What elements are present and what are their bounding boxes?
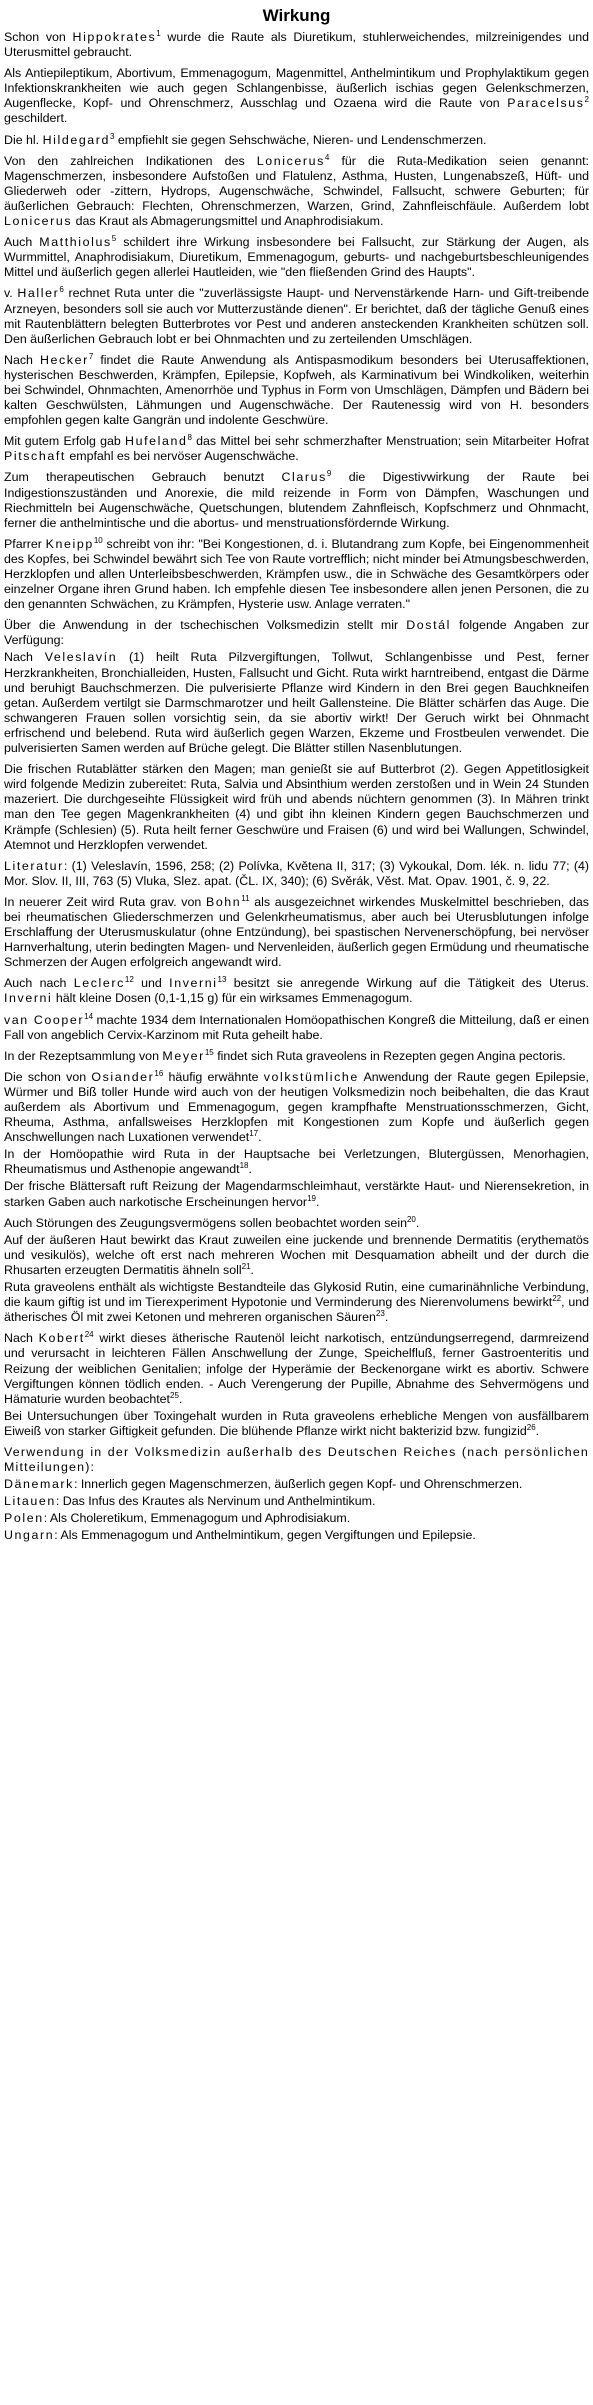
text-run: Pfarrer bbox=[4, 536, 46, 551]
spaced-name: Hildegard bbox=[42, 132, 111, 147]
text-run: Nach bbox=[4, 352, 40, 367]
spaced-name: Leclerc bbox=[73, 976, 125, 991]
paragraph bbox=[4, 434, 589, 464]
text-run: Auch Störungen des Zeugungsvermögens sollen beobachtet worden sein bbox=[4, 1215, 407, 1230]
spaced-name: Pitschaft bbox=[4, 449, 66, 464]
spaced-name: Dostál bbox=[406, 618, 451, 633]
text-run: Über die Anwendung in der tschechischen Volksmedizin stellt mir bbox=[4, 618, 407, 633]
footnote-ref: 25 bbox=[170, 1390, 179, 1400]
text-run: geschildert. bbox=[4, 111, 68, 126]
text-run: Die frischen Rutablätter stärken den Magen; man genießt sie auf Butterbrot (2). Gegen Appetitlosigkeit wird folgende Medizin zubereitet: Ruta, Salvia und Absinthium werden zerstoßen und in Wein 24 Stunden mazeriert. Die durchgeseihte Flüssigkeit wird früh und abends nüchtern genommen (3). In Mähren trinkt man den Tee gegen Magenkrankheiten (4) und gibt ihn kleinen Kindern gegen Bauchschmerzen und Krämpfe (Schlesien) (5). Ruta heilt ferner Geschwüre und Fraisen (6) und wird bei Wallungen, Schwindel, Atemnot und Herzklopfen verwendet. bbox=[4, 762, 589, 852]
paragraph bbox=[4, 1179, 589, 1209]
paragraph bbox=[4, 976, 589, 1006]
text-run: besitzt sie anregende Wirkung auf die Tätigkeit des Uterus. bbox=[226, 976, 590, 991]
footnote-ref: 16 bbox=[154, 1068, 164, 1078]
spaced-name: volkstümliche bbox=[263, 1069, 359, 1084]
spaced-name: Paracelsus bbox=[507, 96, 585, 111]
text-run: empfahl es bei nervöser Augenschwäche. bbox=[65, 449, 299, 464]
text-run: . bbox=[315, 1194, 320, 1209]
footnote-ref: 8 bbox=[187, 433, 192, 443]
paragraph bbox=[4, 133, 589, 148]
footnote-ref: 17 bbox=[249, 1129, 259, 1139]
footnote-ref: 20 bbox=[406, 1214, 416, 1224]
paragraph bbox=[4, 286, 589, 346]
text-run: Zum therapeutischen Gebrauch benutzt bbox=[4, 470, 282, 485]
paragraph bbox=[4, 1409, 589, 1439]
footnote-ref: 14 bbox=[84, 1011, 94, 1021]
spaced-name: Inverni bbox=[169, 976, 218, 991]
paragraph bbox=[4, 154, 589, 229]
paragraph bbox=[4, 353, 589, 428]
footnote-ref: 10 bbox=[93, 535, 103, 545]
footnote-ref: 2 bbox=[584, 95, 589, 105]
spaced-name: van Cooper bbox=[4, 1012, 85, 1027]
text-run: schildert ihre Wirkung insbesondere bei Fallsucht, zur Stärkung der Augen, als Wurmmittel, Anaphrodisiakum, Diuretikum, Emmenagogum, geburts- und nachgeburtsbeschleunigendes Mittel und äußerlich gegen allerlei Hautleiden, wie "den fließenden Grind des Haupts". bbox=[4, 235, 589, 280]
footnote-ref: 19 bbox=[307, 1193, 316, 1203]
footnote-ref: 21 bbox=[241, 1261, 251, 1271]
text-run: wurde die Raute als Diuretikum, stuhlerweichendes, milzreinigendes und Uterusmittel gebraucht. bbox=[4, 30, 590, 60]
footnote-ref: 5 bbox=[111, 234, 117, 243]
text-run: schreibt von ihr: "Bei Kongestionen, d. i. Blutandrang zum Kopfe, bei Eingenommenheit des Kopfes, bei Schwindel bewährt sich Tee von Raute vortrefflich; nicht minder bei Atmungsbeschwerden, Herzklopfen und allen Unterleibsbeschwerden, Krämpfen usw., die in Schwäche des Gesamtkörpers oder einzelner Organe ihren Grund haben. Ich empfehle diesen Tee insbesondere allen jenen Personen, die zu den genannten Schwächen, zu Krämpfen, Hysterie usw. Anlage verraten." bbox=[4, 536, 589, 612]
text-run: machte 1934 dem Internationalen Homöopathischen Kongreß die Mitteilung, daß er einen Fall von angeblich Cervix-Karzinom mit Ruta geheilt habe. bbox=[4, 1012, 589, 1042]
text-run: für die Ruta-Medikation seien genannt: Magenschmerzen, insbesondere Aufstoßen und Flatulenz, Asthma, Husten, Lungenabszeß, Hüft- und Gliederweh oder -zittern, Hydrops, Augenschwäche, Schwindel, Fallsucht, schwere Geburten; für äußerlichen Gebrauch: Flechten, Ohrenschmerzen, Warzen, Grind, Zahnfleischfäule. Außerdem lobt bbox=[4, 153, 589, 213]
paragraph bbox=[4, 1049, 589, 1064]
text-run: wirkt dieses ätherische Rautenöl leicht narkotisch, entzündungserregend, darmreizend und verursacht in leichteren Fällen Anschwellung der Zunge, Speichelfluß, ferner Gastroenteritis und Reizung der weiblichen Genitalien; infolge der Hyperämie der Beckenorgane wirkt es abortiv. Schwere Vergiftungen können tödlich enden. - Auch Verengerung der Pupille, Abnahme des Sehvermögens und Hämaturie wurden beobachtet bbox=[4, 1331, 589, 1406]
text-run: Ruta graveolens enthält als wichtigste Bestandteile das Glykosid Rutin, eine cumarinähnliche Verbindung, die kaum giftig ist und im Tierexperiment Hypotonie und Verminderung des Nierenvolumens bewirkt bbox=[4, 1280, 589, 1310]
footnote-ref: 9 bbox=[326, 469, 332, 479]
text-run: (1) heilt Ruta Pilzvergiftungen, Tollwut, Schlangenbisse und Pest, ferner Herzkrankheiten, Bronchialleiden, Husten, Fallsucht und Gicht. Ruta wirkt harntreibend, entgast die Därme und beruhigt Bauchschmerzen. Die pulverisierte Pflanze wird Kindern in den Brei gegen Bauchkneifen getan. Außerdem vertilgt sie Darmschmarotzer und heilt Gallensteine. Die Blätter schärfen das Auge. Die schwangeren Frauen sollen vorsichtig sein, da sie abortiv wirkt! Der Geruch wirkt bei Ohnmacht erfrischend und belebend. Ruta wird äußerlich gegen Warzen, Ekzeme und Frostbeulen verwendet. Die pulverisierten Samen werden auf Brüche gelegt. Die Blätter stillen Nasenblutungen. bbox=[4, 650, 589, 756]
article-body bbox=[4, 30, 589, 1544]
spaced-name: Kobert bbox=[38, 1331, 85, 1346]
paragraph bbox=[4, 762, 589, 853]
text-run: . bbox=[415, 1215, 420, 1230]
text-run: In neuerer Zeit wird Ruta grav. von bbox=[4, 894, 206, 909]
text-run: Auf der äußeren Haut bewirkt das Kraut zuweilen eine juckende und brennende Dermatitis (erythematös und vesikulös), welche oft erst nach mehreren Wochen mit Desquamation abheilt und der durch die Rhusarten erzeugten Dermatitis ähneln soll bbox=[4, 1232, 589, 1277]
spaced-name: Matthiolus bbox=[39, 235, 112, 250]
paragraph bbox=[4, 1147, 589, 1177]
footnote-ref: 15 bbox=[204, 1047, 214, 1057]
text-run: häufig erwähnte bbox=[163, 1069, 264, 1084]
paragraph bbox=[4, 650, 589, 756]
paragraph bbox=[4, 895, 589, 970]
text-run: Die schon von bbox=[4, 1069, 92, 1084]
footnote-ref: 4 bbox=[324, 152, 330, 162]
spaced-name: Dänemark bbox=[4, 1477, 74, 1492]
spaced-name: Kneipp bbox=[45, 536, 94, 551]
text-run: und bbox=[133, 976, 170, 991]
footnote-ref: 23 bbox=[375, 1309, 385, 1319]
paragraph bbox=[4, 1528, 589, 1543]
footnote-ref: 1 bbox=[156, 28, 161, 38]
text-run: In der Homöopathie wird Ruta in der Hauptsache bei Verletzungen, Blutergüssen, Menorhagien, Rheumatismus und Asthenopie angewandt bbox=[4, 1147, 589, 1177]
text-run: das Kraut als Abmagerungsmittel und Anaphrodisiakum. bbox=[72, 214, 384, 229]
spaced-name: Polen bbox=[4, 1511, 44, 1526]
paragraph bbox=[4, 1233, 589, 1278]
text-run: : (1) Veleslavín, 1596, 258; (2) Polívka, Květena II, 317; (3) Vykoukal, Dom. lék. n. lidu 77; (4) Mor. Slov. II, III, 763 (5) Vluka, Slez. apat. (ČL. IX, 340); (6) Svěrák, Věst. Mat. Opav. 1901, č. 9, 22. bbox=[4, 858, 589, 888]
text-run: als ausgezeichnet wirkendes Muskelmittel beschrieben, das bei rheumatischen Gliederschmerzen und Gelenkrheumatismus, aber auch bei Uterusblutungen infolge Erschlaffung der Uterusmuskulatur (ohne Entzündung), bei spastischen Nervenerschöpfung, bei nervöser Harnverhaltung, uterin bedingten Magen- und Nervenleiden, äußerlich gegen Ermüdung und rheumatische Schmerzen der Augen erfolgreich angewandt wird. bbox=[4, 894, 589, 970]
text-run: rechnet Ruta unter die "zuverlässigste Haupt- und Nervenstärkende Harn- und Gift-treibende Arzneyen, besonders soll sie auch vor Mutterzustände dienen". Er berichtet, daß der tägliche Genuß eines mit Rautenblättern belegten Butterbrotes vor Pest und anderen ansteckenden Krankheiten schützen soll. Den äußerlichen Gebrauch lobt er bei Ohnmachten und zu zerteilenden Umschlägen. bbox=[4, 286, 589, 346]
paragraph bbox=[4, 66, 589, 126]
paragraph bbox=[4, 235, 589, 280]
paragraph bbox=[4, 1477, 589, 1492]
spaced-name: Literatur bbox=[4, 858, 64, 873]
paragraph bbox=[4, 1070, 589, 1145]
text-run: In der Rezeptsammlung von bbox=[4, 1048, 163, 1063]
spaced-name: Meyer bbox=[162, 1048, 205, 1063]
spaced-name: Hufeland bbox=[125, 434, 188, 449]
paragraph bbox=[4, 470, 589, 530]
spaced-name: Lonicerus bbox=[4, 214, 73, 229]
text-run: Anwendung der Raute gegen Epilepsie, Würmer und Biß toller Hunde wird auch von der heutigen Volksmedizin noch beibehalten, die das Kraut außerdem als Abortivum und Emmenagogum, gegen krampfhafte Menstruationsschmerzen, Gicht, Rheuma, Asthma, anfallsweises Herzklopfen mit Kongestionen zum Kopfe und äußerlich gegen Anschwellungen nach Luxationen verwendet bbox=[4, 1069, 589, 1145]
spaced-name: Bohn bbox=[205, 894, 242, 909]
footnote-ref: 22 bbox=[552, 1294, 562, 1303]
text-run: Nach bbox=[4, 650, 45, 665]
text-run: hält kleine Dosen (0,1-1,15 g) für ein wirksames Emmenagogum. bbox=[52, 991, 413, 1006]
spaced-name: Hippokrates bbox=[72, 30, 157, 44]
paragraph bbox=[4, 1511, 589, 1526]
spaced-name: Haller bbox=[17, 286, 60, 301]
paragraph bbox=[4, 1331, 589, 1406]
text-run: . bbox=[250, 1262, 254, 1277]
text-run: findet die Raute Anwendung als Antispasmodikum besonders bei Uterusaffektionen, hysterischen Beschwerden, Krämpfen, Epilepsie, Kopfweh, als Karminativum bei Windkoliken, weiterhin bei Schwindel, Ohnmachten, Amenorrhöe und Typhus in Form von Umschlägen, Dämpfen und Bädern bei kalten Geschwülsten, Lähmungen und Augenschwäche. Der Rautenessig wird von H. besonders empfohlen gegen kalte Gangrän und indolente Geschwüre. bbox=[4, 352, 589, 428]
text-run: Bei Untersuchungen über Toxingehalt wurden in Ruta graveolens erhebliche Mengen von ausfällbarem Eiweiß von starker Giftigkeit gefunden. Die blühende Pflanze wirkt nicht bakterizid bzw. fungizid bbox=[4, 1408, 589, 1438]
text-run: : Innerlich gegen Magenschmerzen, äußerlich gegen Kopf- und Ohrenschmerzen. bbox=[73, 1477, 523, 1492]
text-run: Verwendung in der Volksmedizin außerhalb des Deutschen Reiches (nach persönlichen Mitteilungen): bbox=[4, 1444, 589, 1475]
spaced-name: Veleslavín bbox=[44, 650, 118, 665]
footnote-ref: 13 bbox=[217, 975, 227, 985]
paragraph bbox=[4, 859, 589, 889]
footnote-ref: 11 bbox=[241, 893, 250, 903]
text-run: findet sich Ruta graveolens in Rezepten gegen Angina pectoris. bbox=[213, 1048, 566, 1063]
paragraph bbox=[4, 537, 589, 612]
footnote-ref: 24 bbox=[84, 1330, 94, 1340]
text-run: Der frische Blättersaft ruft Reizung der Magendarmschleimhaut, verstärkte Haut- und Nierensekretion, in starken Gaben auch narkotische Erscheinungen hervor bbox=[4, 1179, 589, 1209]
text-run: folgende Angaben zur Verfügung: bbox=[4, 618, 589, 648]
text-run: : Das Infus des Krautes als Nervinum und Anthelmintikum. bbox=[55, 1494, 376, 1509]
footnote-ref: 7 bbox=[88, 351, 94, 361]
footnote-ref: 6 bbox=[59, 285, 64, 295]
spaced-name: Osiander bbox=[91, 1069, 155, 1084]
spaced-name: Inverni bbox=[4, 991, 53, 1006]
text-run: Auch nach bbox=[4, 976, 74, 991]
section-heading bbox=[4, 1445, 589, 1475]
text-run: die Digestivwirkung der Raute bei Indigestionszuständen und Anorexie, die mild reizende in Form von Dämpfen, Waschungen und Riechmitteln bei Augenschwäche, Quetschungen, blutendem Zahnfleisch, Kopfschmerz und Ohnmacht, ferner die anthelmintische und die abortus- und menstruationsfördernde Wirkung. bbox=[4, 470, 589, 530]
paragraph bbox=[4, 30, 589, 60]
spaced-name: Clarus bbox=[281, 470, 327, 485]
footnote-ref: 12 bbox=[124, 975, 134, 985]
text-run: , und ätherisches Öl mit zwei Ketonen und mehreren organischen Säuren bbox=[4, 1295, 589, 1325]
text-run: . bbox=[535, 1423, 540, 1438]
text-run: Auch bbox=[4, 235, 40, 250]
text-run: . bbox=[258, 1130, 262, 1145]
footnote-ref: 18 bbox=[239, 1161, 249, 1171]
text-run: Von den zahlreichen Indikationen des bbox=[4, 153, 257, 168]
paragraph bbox=[4, 1216, 589, 1231]
text-run: Schon von bbox=[4, 30, 73, 44]
spaced-name: Ungarn bbox=[4, 1528, 55, 1543]
paragraph bbox=[4, 1494, 589, 1509]
text-run: : Als Emmenagogum und Anthelmintikum, gegen Vergiftungen und Epilepsie. bbox=[54, 1528, 476, 1543]
text-run: Als Antiepileptikum, Abortivum, Emmenagogum, Magenmittel, Anthelmintikum und Prophylaktikum gegen Infektionskrankheiten wie auch gegen Schlangenbisse, äußerlich ischias gegen Gelenkschmerzen, Augenflecke, Kopf- und Ohrenschmerz, Ausschlag und Ozaena wird die Raute von bbox=[4, 66, 589, 111]
text-run: Die hl. bbox=[4, 132, 43, 147]
text-run: . bbox=[178, 1391, 183, 1406]
spaced-name: Hecker bbox=[39, 352, 89, 367]
spaced-name: Lonicerus bbox=[256, 153, 325, 168]
text-run: das Mittel bei sehr schmerzhafter Menstruation; sein Mitarbeiter Hofrat bbox=[191, 434, 589, 449]
page-title: Wirkung bbox=[262, 6, 331, 25]
text-run: Mit gutem Erfolg gab bbox=[4, 434, 126, 449]
paragraph bbox=[4, 618, 589, 648]
text-run: : Als Choleretikum, Emmenagogum und Aphrodisiakum. bbox=[43, 1511, 351, 1526]
footnote-ref: 26 bbox=[526, 1422, 536, 1432]
paragraph bbox=[4, 1280, 589, 1325]
spaced-name: Litauen bbox=[4, 1494, 56, 1509]
text-run: Nach bbox=[4, 1331, 39, 1346]
paragraph bbox=[4, 1013, 589, 1043]
text-run: empfiehlt sie gegen Sehschwäche, Nieren- und Lendenschmerzen. bbox=[114, 132, 487, 147]
text-run: . bbox=[248, 1162, 252, 1177]
text-run: v. bbox=[4, 286, 18, 301]
text-run: . bbox=[384, 1310, 389, 1325]
footnote-ref: 3 bbox=[110, 131, 115, 141]
